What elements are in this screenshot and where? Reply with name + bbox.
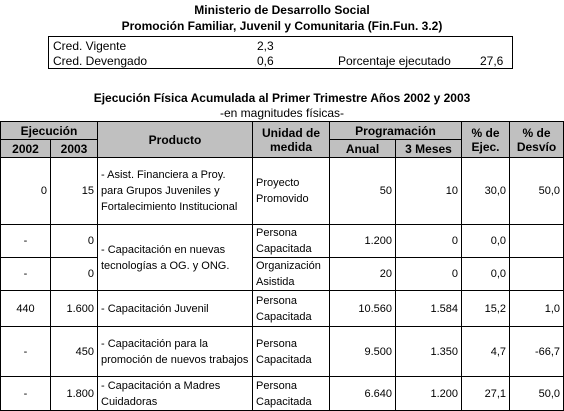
cell-2002: 0 bbox=[1, 158, 51, 225]
cell-unidad: Persona Capacitada bbox=[253, 291, 330, 327]
cell-2003: 15 bbox=[51, 158, 98, 225]
cell-anual: 20 bbox=[330, 258, 396, 291]
cell-pct-ejec: 30,0 bbox=[462, 158, 510, 225]
cell-pct-ejec: 0,0 bbox=[462, 225, 510, 258]
cred-devengado-value: 0,6 bbox=[257, 54, 274, 68]
col-programacion: Programación bbox=[330, 122, 462, 140]
col-ejecucion: Ejecución bbox=[1, 122, 98, 140]
table-row bbox=[1, 158, 564, 225]
cell-unidad: Persona Capacitada bbox=[253, 225, 330, 258]
cell-pct-desvio: 50,0 bbox=[510, 377, 564, 411]
cell-2003: 1.600 bbox=[51, 291, 98, 327]
cell-3-meses: 1.200 bbox=[396, 377, 462, 411]
cell-pct-ejec: 4,7 bbox=[462, 327, 510, 377]
cell-unidad: Proyecto Promovido bbox=[253, 158, 330, 225]
cell-producto: - Capacitación Juvenil bbox=[98, 291, 253, 327]
cell-anual: 10.560 bbox=[330, 291, 396, 327]
cell-anual: 6.640 bbox=[330, 377, 396, 411]
header-ministry: Ministerio de Desarrollo Social bbox=[194, 3, 370, 17]
table-subtitle: -en magnitudes físicas- bbox=[219, 106, 345, 120]
cell-anual: 50 bbox=[330, 158, 396, 225]
col-unidad: Unidad de medida bbox=[253, 122, 330, 158]
table-row bbox=[1, 225, 564, 258]
cell-2002: 440 bbox=[1, 291, 51, 327]
porcentaje-label: Porcentaje ejecutado bbox=[338, 54, 451, 68]
cell-unidad: Persona Capacitada bbox=[253, 377, 330, 411]
execution-table bbox=[0, 121, 564, 411]
cell-pct-ejec: 15,2 bbox=[462, 291, 510, 327]
col-3-meses: 3 Meses bbox=[396, 140, 462, 158]
cell-2002: - bbox=[1, 377, 51, 411]
cell-unidad: Organización Asistida bbox=[253, 258, 330, 291]
col-anual: Anual bbox=[330, 140, 396, 158]
cell-3-meses: 0 bbox=[396, 258, 462, 291]
cell-producto: - Capacitación en nuevas tecnologías a OG. y ONG. bbox=[98, 225, 253, 291]
table-title: Ejecución Física Acumulada al Primer Trimestre Años 2002 y 2003 bbox=[93, 91, 471, 105]
cell-pct-ejec: 27,1 bbox=[462, 377, 510, 411]
cell-2003: 0 bbox=[51, 225, 98, 258]
credits-box bbox=[48, 36, 513, 69]
cred-vigente-label: Cred. Vigente bbox=[53, 39, 127, 53]
col-2002: 2002 bbox=[1, 140, 51, 158]
cell-3-meses: 1.584 bbox=[396, 291, 462, 327]
cell-2003: 0 bbox=[51, 258, 98, 291]
cell-anual: 1.200 bbox=[330, 225, 396, 258]
table-row bbox=[1, 327, 564, 377]
header-program: Promoción Familiar, Juvenil y Comunitaria (Fin.Fun. 3.2) bbox=[121, 19, 443, 33]
cell-pct-desvio bbox=[510, 225, 564, 258]
cell-pct-desvio: 50,0 bbox=[510, 158, 564, 225]
cred-vigente-value: 2,3 bbox=[257, 39, 274, 53]
cell-3-meses: 1.350 bbox=[396, 327, 462, 377]
cred-devengado-label: Cred. Devengado bbox=[53, 54, 148, 68]
table-row bbox=[1, 377, 564, 411]
col-2003: 2003 bbox=[51, 140, 98, 158]
cell-pct-desvio bbox=[510, 258, 564, 291]
table-row bbox=[1, 291, 564, 327]
cell-pct-desvio: -66,7 bbox=[510, 327, 564, 377]
cell-pct-desvio: 1,0 bbox=[510, 291, 564, 327]
cell-2003: 1.800 bbox=[51, 377, 98, 411]
cell-producto: - Capacitación a Madres Cuidadoras bbox=[98, 377, 253, 411]
cell-producto: - Capacitación para la promoción de nuevos trabajos bbox=[98, 327, 253, 377]
cell-2002: - bbox=[1, 225, 51, 258]
cell-anual: 9.500 bbox=[330, 327, 396, 377]
cell-2002: - bbox=[1, 258, 51, 291]
porcentaje-value: 27,6 bbox=[480, 54, 504, 68]
cell-pct-ejec: 0,0 bbox=[462, 258, 510, 291]
cell-2003: 450 bbox=[51, 327, 98, 377]
col-pct-desvio: % de Desvío bbox=[510, 122, 564, 158]
cell-unidad: Persona Capacitada bbox=[253, 327, 330, 377]
cell-3-meses: 0 bbox=[396, 225, 462, 258]
cell-2002: - bbox=[1, 327, 51, 377]
col-producto: Producto bbox=[98, 122, 253, 158]
cell-producto: - Asist. Financiera a Proy. para Grupos Juveniles y Fortalecimiento Institucional bbox=[98, 158, 253, 225]
cell-3-meses: 10 bbox=[396, 158, 462, 225]
table-row bbox=[1, 258, 564, 291]
col-pct-ejec: % de Ejec. bbox=[462, 122, 510, 158]
